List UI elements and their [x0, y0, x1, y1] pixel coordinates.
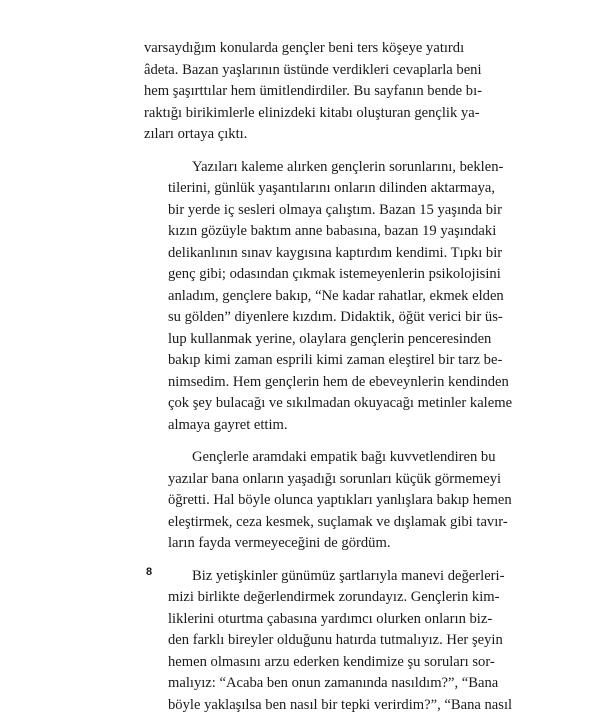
- text-line: hemen olmasını arzu ederken kendimize şu soruları sor-: [168, 653, 495, 670]
- text-line: zıları ortaya çıktı.: [144, 126, 248, 142]
- text-line: nimsedim. Hem gençlerin hem de ebeveynlerin kendinden: [168, 373, 509, 390]
- text-line: su gölden” diyenlere kızdım. Didaktik, öğüt verici bir üs-: [168, 309, 503, 325]
- text-line: almaya gayret ettim.: [168, 416, 288, 433]
- text-line: bakıp kimi zaman esprili kimi zaman eleştirel bir tarz be-: [168, 352, 503, 368]
- text-line: Gençlerle aramdaki empatik bağı kuvvetlendiren bu: [192, 449, 496, 465]
- text-line: malıyız: “Acaba ben onun zamanında nasıldım?”, “Bana: [168, 675, 499, 691]
- paragraph-3: [144, 447, 512, 555]
- text-line: anladım, gençlere bakıp, “Ne kadar rahatlar, ekmek elden: [168, 287, 504, 304]
- text-line: âdeta. Bazan yaşlarının üstünde verdikleri cevaplarla beni: [144, 61, 482, 78]
- text-line: den farklı bireyler olduğunu hatırda tutmalıyız. Her şeyin: [168, 632, 503, 648]
- text-line: varsaydığım konularda gençler beni ters köşeye yatırdı: [144, 40, 465, 56]
- text-line: yazılar bana onların yaşadığı sorunları küçük görmemeyi: [168, 470, 502, 487]
- text-line: lup kullanmak yerine, olaylara gençlerin penceresinden: [168, 330, 492, 347]
- text-line: bir yerde iç sesleri olmaya çalıştım. Bazan 15 yaşında bir: [168, 201, 502, 218]
- text-line: ların fayda vermeyeceğini de gördüm.: [168, 535, 391, 551]
- text-line: öğretti. Hal böyle olunca yaptıkları yanlışlara bakıp hemen: [168, 492, 512, 508]
- text-line: raktığı birikimlerle elinizdeki kitabı oluşturan gençlik ya-: [144, 104, 480, 121]
- text-line: çok şey bulacağı ve sıkılmadan okuyacağı metinler kaleme: [168, 395, 513, 411]
- text-line: tilerini, günlük yaşantılarını onların dilinden aktarmaya,: [168, 180, 496, 196]
- text-line: delikanlının sınav kaygısına kaptırdım kendimi. Tıpkı bir: [168, 244, 503, 261]
- paragraph-4: [144, 566, 513, 717]
- text-line: hem şaşırttılar hem ümitlendirdiler. Bu sayfanın bende bı-: [144, 83, 483, 99]
- text-line: Yazıları kaleme alırken gençlerin sorunlarını, beklen-: [192, 158, 504, 175]
- text-line: genç gibi; odasından çıkmak istemeyenlerin psikolojisini: [168, 266, 501, 282]
- text-line: liklerini oturtma çabasına yardımcı olurken onların biz-: [168, 610, 493, 627]
- page-number: 8: [146, 566, 153, 578]
- body-text: [144, 38, 513, 727]
- text-line: Biz yetişkinler günümüz şartlarıyla manevi değerleri-: [192, 567, 505, 584]
- text-line: eleştirmek, ceza kesmek, suçlamak ve dışlamak gibi tavır-: [168, 513, 508, 530]
- text-line: böyle yaklaşılsa ben nasıl bir tepki verirdim?”, “Bana nasıl: [168, 696, 513, 713]
- paragraph-1: [144, 38, 483, 146]
- text-line: mizi birlikte değerlendirmek zorundayız. Gençlerin kim-: [168, 589, 500, 605]
- paragraph-2: [144, 157, 513, 437]
- text-line: kızın gözüyle baktım anne babasına, bazan 19 yaşındaki: [168, 223, 497, 239]
